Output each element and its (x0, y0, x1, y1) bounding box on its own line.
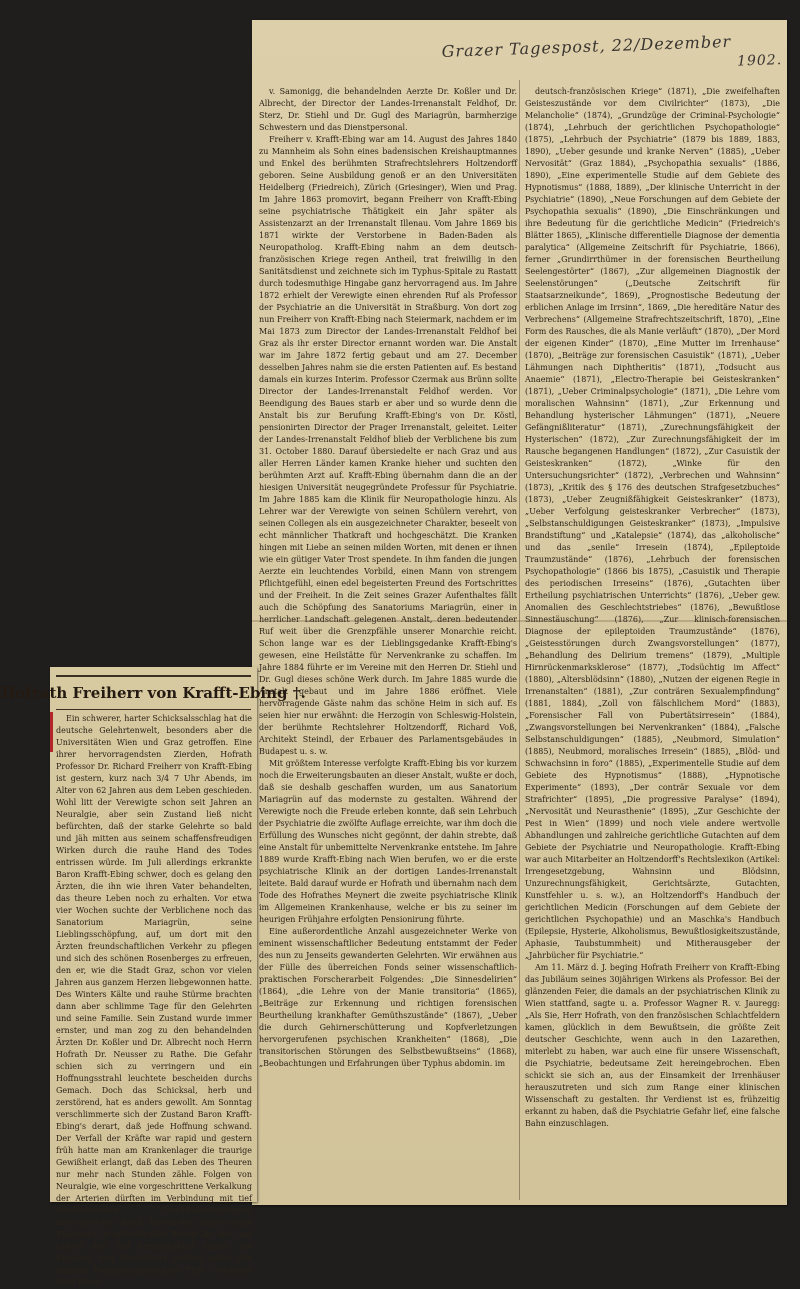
article-column-left (259, 86, 517, 1196)
handwritten-source-note (441, 22, 783, 96)
obituary-paragraph: Ein schwerer, harter Schicksalsschlag hat die deutsche Gelehrtenwelt, besonders aber die Universitäten Wien und Graz getroffen. Eine ihrer hervorragendsten Zierden, Hofrath Professor Dr. Richard Freiherr von Krafft-Ebing ist gestern, kurz nach 3/4 7 Uhr Abends, im Alter von 62 Jahren aus dem Leben geschieden. Wohl litt der Verewigte schon seit Jahren an Neuralgie, aber sein Zustand ließ nicht befürchten, daß der starke Gelehrte so bald und jäh mitten aus seinem schaffensfreudigen Wirken durch die rauhe Hand des Todes entrissen würde. Im Juli allerdings erkrankte Baron Krafft-Ebing schwer, doch es gelang den Ärzten, die ihn wie ihren Vater behandelten, das theure Leben noch zu erhalten. Vor etwa vier Wochen suchte der Verblichene noch das Sanatorium Mariagrün, seine Lieblingsschöpfung, auf, um dort mit den Ärzten freundschaftlichen Verkehr zu pflegen und sich des schönen Rosenberges zu erfreuen, den er, wie die Stadt Graz, schon vor vielen Jahren aus ganzem Herzen liebgewonnen hatte. Des Winters Kälte und rauhe Stürme brachten dann aber schlimme Tage für den Gelehrten und seine Familie. Sein Zustand wurde immer ernster, und man zog zu den behandelnden Ärzten Dr. Koßler und Dr. Albrecht noch Herrn Hofrath Dr. Neusser zu Rathe. Die Gefahr schien sich zu verringern und ein Hoffnungsstrahl leuchtete bescheiden durchs Gemach. Doch das Schicksal, herb und zerstörend, hat es anders gewollt. Am Sonntag verschlimmerte sich der Zustand Baron Krafft-Ebing's derart, daß jede Hoffnung schwand. Der Verfall der Kräfte war rapid und gestern früh hatte man am Krankenlager die traurige Gewißheit erlangt, daß das Leben des Theuren nur mehr nach Stunden zähle. Folgen von Neuralgie, wie eine vorgeschrittene Verkalkung der Arterien dürften im Verbindung mit tief erschütternden Gemüthsbewegungen, hervorgerufen durch übergroße angestrengte Thätigkeit im aufreibenden Berufe als Arzt und Lehrer den Tod herbeigeführt haben. Am Kranken- und Sterbebette weilten außer den engsten Familienangehörigen FZM. Geheimer Rath Ritter (56, 714, 252, 1287)
main-article-clipping (252, 20, 787, 1205)
article-paragraph: Freiherr v. Krafft-Ebing war am 14. August des Jahres 1840 zu Mannheim als Sohn eines badensischen Kreishauptmannes und Enkel des berühmten Strafrechtslehrers Holtzendorff geboren. Seine Ausbildung genoß er an den Universitäten Heidelberg (Friedreich), Zürich (Griesinger), Wien und Prag. Im Jahre 1863 promovirt, begann Freiherr von Krafft-Ebing seine psychiatrische Thätigkeit ein Jahr später als Assistenzarzt an der Irrenanstalt Illenau. Vom Jahre 1869 bis 1871 wirkte der Verstorbene in Baden-Baden als Neuropatholog. Krafft-Ebing nahm an dem deutsch-französischen Kriege regen Antheil, trat freiwillig in den Sanitätsdienst und zeichnete sich im Typhus-Spitale zu Rastatt durch todesmuthige Hingabe ganz hervorragend aus. Im Jahre 1872 erhielt der Verewigte einen ehrenden Ruf als Professor der Psychiatrie an die Universität in Straßburg. Von dort zog nun Freiherr von Krafft-Ebing nach Steiermark, nachdem er im Mai 1873 zum Director der Landes-Irrenanstalt Feldhof bei Graz als ihr erster Director ernannt worden war. Die Anstalt war im Jahre 1872 fertig gebaut und am 27. December desselben Jahres nahm sie die ersten Patienten auf. Es bestand damals ein kurzes Interim. Professor Czermak aus Brünn sollte Director der Landes-Irrenanstalt Feldhof werden. Vor Beendigung des Baues starb er aber und so wurde denn die Anstalt bis zur Berufung Krafft-Ebing's von Dr. Köstl, pensionirten Director der Prager Irrenanstalt, geleitet. Leiter der Landes-Irrenanstalt Feldhof blieb der Verblichene bis zum 31. October 1880. Darauf übersiedelte er nach Graz und aus aller Herren Länder kamen Kranke hieher und suchten den berühmten Arzt auf. Krafft-Ebing übernahm dann die an der hiesigen Universität neugegründete Professur für Psychiatrie. Im Jahre 1885 kam die Klinik für Neuropathologie hinzu. Als Lehrer war der Verewigte von seinen Schülern verehrt, von seinen Collegen als ein ausgezeichneter Charakter, beseelt von echt männlicher Thatkraft und hochgeschätzt. Die Kranken hingen mit Liebe an seinen milden Worten, mit denen er ihnen wie ein gütiger Vater Trost spendete. In ihm fanden die jungen Aerzte ein leuchtendes Vorbild, einen Mann von strengem Pflichtgefühl, einen edel begeisterten Freund des Fortschrittes und der Freiheit. In die Zeit seines Grazer Aufenthaltes fällt auch die Schöpfung des Sanatoriums Mariagrün, einer in herrlicher Landschaft gelegenen Anstalt, deren bedeutender Ruf weit über die Grenzpfähle unserer Monarchie reicht. Schon lange war es der Lieblingsgedanke Krafft-Ebing's gewesen, eine Heilstätte für Nervenkranke zu schaffen. Im Jahre 1884 führte er im Vereine mit den Herren Dr. Stiehl und Dr. Gugl dieses schöne Werk durch. Im Jahre 1885 wurde die Anstalt gebaut und im Jahre 1886 eröffnet. Viele hervorragende Gäste nahm das schöne Heim in sich auf. Es seien hier nur erwähnt: die Herzogin von Schleswig-Holstein, der berühmte Rechtslehrer Holtzendorff, Richard Voß, Architekt Steindl, der Erbauer des Parlamentsgebäudes in Budapest u. s. w. (259, 135, 517, 756)
column-divider (519, 80, 520, 1200)
article-paragraph: Am 11. März d. J. beging Hofrath Freiherr von Krafft-Ebing das Jubiläum seines 30jährigen Wirkens als Professor. Bei der glänzenden Feier, die damals an der psychiatrischen Klinik zu Wien stattfand, sagte u. a. Professor Wagner R. v. Jauregg: „Als Sie, Herr Hofrath, von den französischen Schlachtfeldern kamen, glücklich in dem Bewußtsein, die größte Zeit deutscher Geschichte, wenn auch in den Lazarethen, miterlebt zu haben, war auch eine für unsere Wissenschaft, die Psychiatrie, bedeutsame Zeit hereingebrochen. Eben schickt sie sich an, aus der Einsamkeit der Irrenhäuser herauszutreten und sich zum Range einer klinischen Wissenschaft zu gestalten. Ihr Verdienst ist es, frühzeitig erkannt zu haben, daß die Psychiatrie Gefahr lief, eine falsche Bahn einzuschlagen. (525, 963, 780, 1128)
obituary-body (56, 713, 252, 1287)
obituary-title: Hofrath Freiherr von Krafft-Ebing †. (1, 684, 306, 702)
article-paragraph: deutsch-französischen Kriege“ (1871), „Die zweifelhaften Geisteszustände vor dem Civilrichter“ (1873), „Die Melancholie“ (1874), „Grundzüge der Criminal-Psychologie“ (1874), „Lehrbuch der gerichtlichen Psychopathologie“ (1875), „Lehrbuch der Psychiatrie“ (1879 bis 1889, 1883, 1890), „Ueber gesunde und kranke Nerven“ (1885), „Ueber Nervosität“ (Graz 1884), „Psychopathia sexualis“ (1886, 1890), „Eine experimentelle Studie auf dem Gebiete des Hypnotismus“ (1888, 1889), „Der klinische Unterricht in der Psychiatrie“ (1890), „Neue Forschungen auf dem Gebiete der Psychopathia sexualis“ (1890), „Die Einschränkungen und ihre Bedeutung für die gerichtliche Medicin“ (Friedreich's Blätter 1865), „Klinische differentielle Diagnose der dementia paralytica“ (Allgemeine Zeitschrift für Psychiatrie, 1866), ferner „Grundirrthümer in der forensischen Beurtheilung Seelengestörter“ (1867), „Zur allgemeinen Diagnostik der Seelenstörungen“ („Deutsche Zeitschrift für Staatsarzneikunde“, 1869), „Prognostische Bedeutung der erblichen Anlage im Irrsinn“, 1869, „Die hereditäre Natur des Verbrechens“ (Allgemeine Strafrechtszeitschrift, 1870), „Eine Form des Rausches, die als Manie verläuft“ (1870), „Der Mord der eigenen Kinder“ (1870), „Eine Mutter im Irrenhause“ (1870), „Beiträge zur forensischen Casuistik“ (1871), „Ueber Lähmungen nach Diphtheritis“ (1871), „Todsucht aus Anaemie“ (1871), „Electro-Therapie bei Geisteskranken“ (1871), „Ueber Criminalpsychologie“ (1871), „Die Lehre vom moralischen Wahnsinn“ (1871), „Zur Erkennung und Behandlung hysterischer Lähmungen“ (1871), „Neuere Gefängnißliteratur“ (1871), „Zurechnungsfähigkeit der Hysterischen“ (1872), „Zur Zurechnungsfähigkeit der im Rausche begangenen Handlungen“ (1872), „Zur Casuistik der Geisteskranken“ (1872), „Winke für den Untersuchungsrichter“ (1872), „Verbrechen und Wahnsinn“ (1873), „Kritik des § 176 des deutschen Strafgesetzbuches“ (1873), „Ueber Zeugnißfähigkeit Geisteskranker“ (1873), „Ueber Verfolgung geisteskranker Verbrecher“ (1873), „Selbstanschuldigungen Geisteskranker“ (1873), „Impulsive Brandstiftung“ und „Katalepsie“ (1874), das „alkoholische“ und das „senile“ Irresein (1874), „Epileptoide Traumzustände“ (1876), „Lehrbuch der forensischen Psychopathologie“ (1866 bis 1875), „Casuistik und Therapie des periodischen Irreseins“ (1876), „Gutachten über Ertheilung psychiatrischen Unterrichts“ (1876), „Ueber gew. Anomalien des Geschlechtstriebes“ (1876), „Bewußtlose Sinnestäuschung“ (1876), „Zur klinisch-forensischen Diagnose der epileptoiden Traumzustände“ (1876), „Geistesstörungen durch Zwangsvorstellungen“ (1877), „Behandlung des Delirium tremens“ (1879), „Multiple Hirnrückenmarksklerose“ (1877), „Todsüchtig im Affect“ (1880), „Altersblödsinn“ (1880), „Nutzen der eigenen Regie in Irrenanstalten“ (1881), „Zur conträren Sexualempfindung“ (1881, 1884), „Zoll von fälschlichem Mord“ (1883), „Forensischer Fall von Pubertätsirresein“ (1884), „Zwangsvorstellungen bei Nervenkranken“ (1884), „Falsche Selbstanschuldigungen“ (1885), „Neubmord, Simulation“ (1885), Neubmord, moralisches Irresein“ (1885), „Blöd- und Schwachsinn in foro“ (1885), „Experimentelle Studie auf dem Gebiete des Hypnotismus“ (1888), „Hypnotische Experimente“ (1893), „Der conträr Sexuale vor dem Strafrichter“ (1895), „Die progressive Paralyse“ (1894), „Nervosität und Neurasthenie“ (1895), „Zur Geschichte der Pest in Wien“ (1899) und noch viele andere wertvolle Abhandlungen und zahlreiche gerichtliche Gutachten auf dem Gebiete der Psychiatrie und Neuropathologie. Krafft-Ebing war auch Mitarbeiter an Holtzendorff's Rechtslexikon (Artikel: Irrengesetzgebung, Wahnsinn und Blödsinn, Unzurechnungsfähigkeit, Gerichtsärzte, Gutachten, Kunstfehler u. s. w.), an Holtzendorff's Handbuch der gerichtlichen Medicin (Forschungen auf dem Gebiete der gerichtlichen Psychopathie) und an Maschka's Handbuch (Epilepsie, Hysterie, Alkoholismus, Bewußtlosigkeitszustände, Aphasie, Taubstummheit) und Mitherausgeber der „Jahrbücher für Psychiatrie.“ (525, 87, 780, 960)
obituary-clipping (1, 667, 306, 1287)
paper-fold-line (252, 620, 787, 622)
article-paragraph: v. Samonigg, die behandelnden Aerzte Dr. Koßler und Dr. Albrecht, der Director der Landes-Irrenanstalt Feldhof, Dr. Sterz, Dr. Stiehl und Dr. Gugl des Mariagrün, barmherzige Schwestern und das Dienstpersonal. (259, 87, 517, 132)
article-column-right (525, 86, 780, 1196)
handwritten-note-line-2: 1902. (736, 52, 783, 70)
article-paragraph: Eine außerordentliche Anzahl ausgezeichneter Werke von eminent wissenschaftlicher Bedeutung entstammt der Feder des nun zu Jenseits gewanderten Gelehrten. Wir erwähnen aus der Fülle des überreichen Fonds seiner wissenschaftlich-praktischen Forscherarbeit Folgendes: „Die Sinnesdelirien“ (1864), „die Lehre von der Manie transitoria“ (1865), „Beiträge zur Erkennung und richtigen forensischen Beurtheilung krankhafter Gemüthszustände“ (1867), „Ueber die durch Gehirnerschütterung und Kopfverletzungen hervorgerufenen psychischen Krankheiten“ (1868), „Die transitorischen Störungen des Selbstbewußtseins“ (1868), „Beobachtungen und Erfahrungen über Typhus abdomin. im (259, 927, 517, 1068)
article-paragraph: Mit größtem Interesse verfolgte Krafft-Ebing bis vor kurzem noch die Erweiterungsbauten an dieser Anstalt, wußte er doch, daß sie deshalb geschaffen wurden, um aus Sanatorium Mariagrün auf das modernste zu gestalten. Während der Verewigte noch die Freude erleben konnte, daß sein Lehrbuch der Psychiatrie die zwölfte Auflage erreichte, war ihm doch die Erfüllung des Wunsches nicht gegönnt, der dahin strebte, daß eine Anstalt für unbemittelte Nervenkranke entstehe. Im Jahre 1889 wurde Krafft-Ebing nach Wien berufen, wo er die erste psychiatrische Klinik an der dortigen Landes-Irrenanstalt leitete. Bald darauf wurde er Hofrath und übernahm nach dem Tode des Hofrathes Meynert die zweite psychiatrische Klinik im Allgemeinen Krankenhause, welche er bis zu seiner im heurigen Frühjahre erfolgten Pensionirung führte. (259, 759, 517, 924)
handwritten-note-line-1: Grazer Tagespost, 22/Dezember (441, 31, 732, 61)
red-margin-mark (50, 712, 53, 752)
obituary-header (1, 675, 306, 710)
